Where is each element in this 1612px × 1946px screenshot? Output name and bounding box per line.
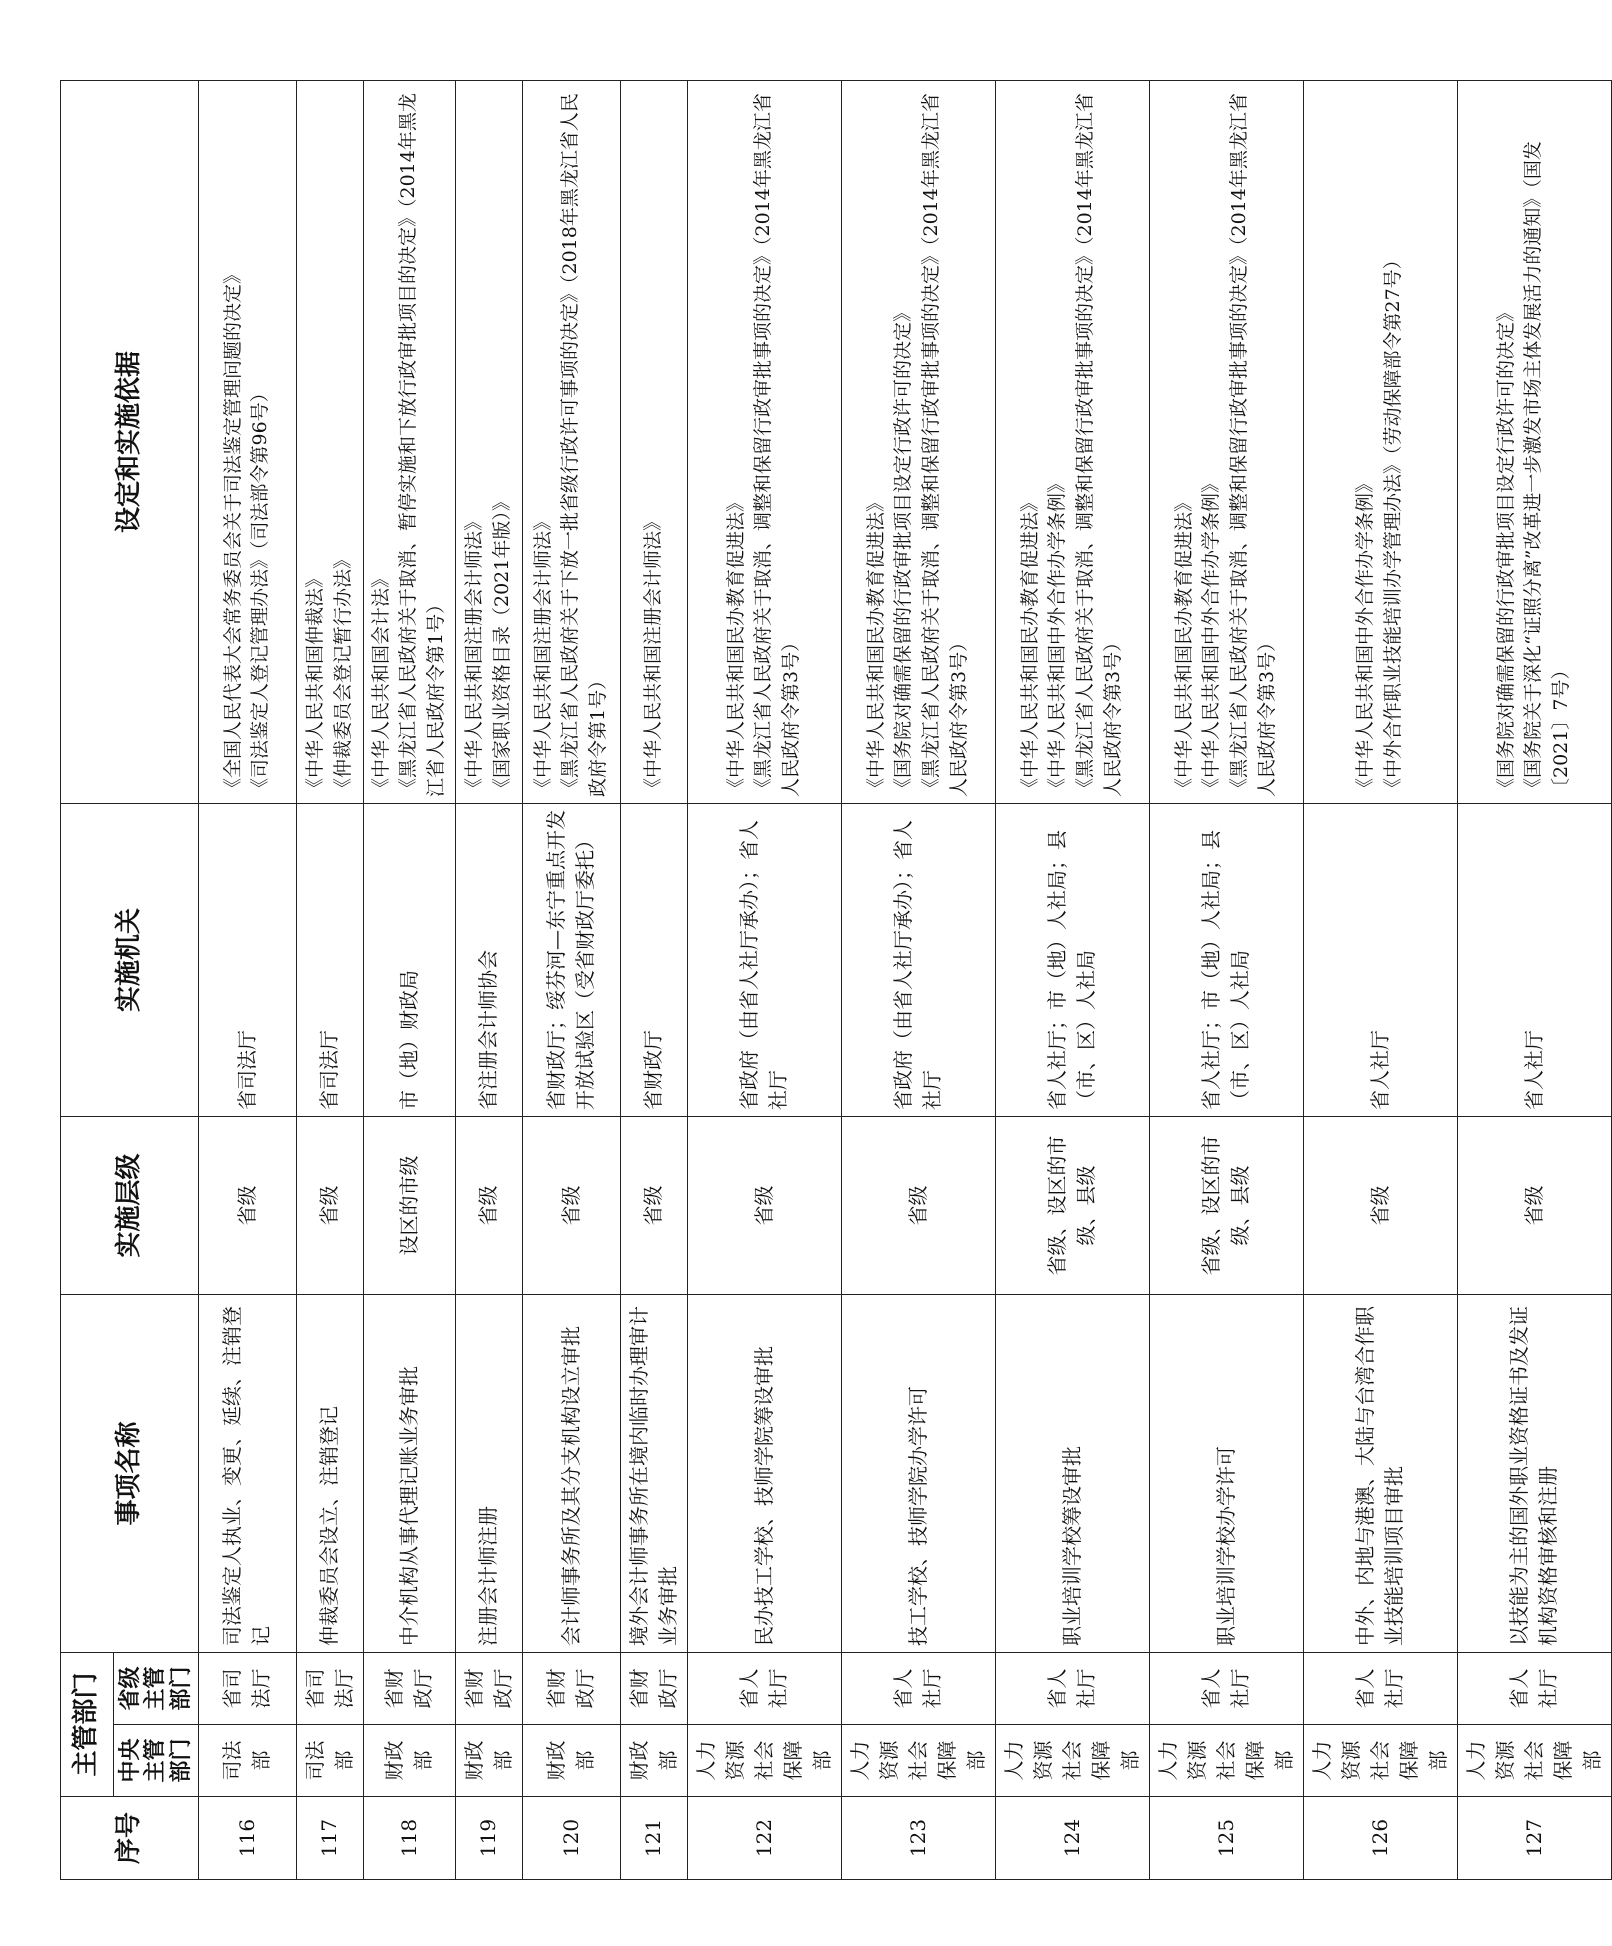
cell-level: 省级 bbox=[1457, 1117, 1611, 1295]
cell-level: 省级 bbox=[1303, 1117, 1457, 1295]
cell-central-dept: 财政部 bbox=[455, 1725, 522, 1797]
table-row bbox=[296, 81, 363, 1880]
basis-line: 《中华人民共和国注册会计师法》 bbox=[462, 511, 485, 797]
cell-central-dept: 人力资源社会保障部 bbox=[1149, 1725, 1303, 1797]
header-basis: 设定和实施依据 bbox=[61, 81, 199, 804]
cell-provincial-dept: 省人社厅 bbox=[1457, 1653, 1611, 1725]
cell-basis bbox=[198, 81, 296, 804]
basis-line: 《国务院对确需保留的行政审批项目设定行政许可的决定》 bbox=[892, 302, 915, 797]
cell-provincial-dept: 省人社厅 bbox=[995, 1653, 1149, 1725]
cell-central-dept: 人力资源社会保障部 bbox=[687, 1725, 841, 1797]
basis-line: 《黑龙江省人民政府关于取消、调整和保留行政审批事项的决定》（2014年黑龙江省人民政府令第3号） bbox=[752, 93, 802, 797]
basis-line: 《中华人民共和国注册会计师法》 bbox=[641, 511, 664, 797]
cell-central-dept: 人力资源社会保障部 bbox=[1457, 1725, 1611, 1797]
table-row bbox=[1303, 81, 1457, 1880]
cell-basis bbox=[995, 81, 1149, 804]
cell-provincial-dept: 省司法厅 bbox=[198, 1653, 296, 1725]
cell-central-dept: 司法部 bbox=[198, 1725, 296, 1797]
cell-basis bbox=[363, 81, 455, 804]
table-row bbox=[363, 81, 455, 1880]
table-row bbox=[687, 81, 841, 1880]
table-row bbox=[198, 81, 296, 1880]
cell-provincial-dept: 省财政厅 bbox=[455, 1653, 522, 1725]
header-provincial: 省级主管部门 bbox=[114, 1653, 199, 1725]
header-level: 实施层级 bbox=[61, 1117, 199, 1295]
cell-provincial-dept: 省人社厅 bbox=[1303, 1653, 1457, 1725]
basis-line: 《中华人民共和国会计法》 bbox=[369, 568, 392, 797]
cell-agency: 市（地）财政局 bbox=[363, 804, 455, 1117]
cell-agency: 省政府（由省人社厅承办）；省人社厅 bbox=[687, 804, 841, 1117]
cell-item-name: 中介机构从事代理记账业务审批 bbox=[363, 1295, 455, 1653]
cell-basis bbox=[296, 81, 363, 804]
basis-line: 《中华人民共和国中外合作办学条例》 bbox=[1354, 473, 1377, 797]
cell-agency: 省司法厅 bbox=[296, 804, 363, 1117]
table-row bbox=[455, 81, 522, 1880]
cell-seq: 116 bbox=[198, 1797, 296, 1880]
cell-seq: 126 bbox=[1303, 1797, 1457, 1880]
cell-central-dept: 财政部 bbox=[363, 1725, 455, 1797]
cell-central-dept: 财政部 bbox=[522, 1725, 620, 1797]
cell-item-name: 注册会计师注册 bbox=[455, 1295, 522, 1653]
cell-item-name: 职业培训学校筹设审批 bbox=[995, 1295, 1149, 1653]
table-body bbox=[198, 81, 1611, 1880]
table-row bbox=[995, 81, 1149, 1880]
cell-basis bbox=[455, 81, 522, 804]
cell-central-dept: 财政部 bbox=[620, 1725, 687, 1797]
cell-item-name: 会计师事务所及其分支机构设立审批 bbox=[522, 1295, 620, 1653]
basis-line: 《国务院关于深化“证照分离”改革进一步激发市场主体发展活力的通知》（国发〔2021〕7号） bbox=[1522, 141, 1572, 797]
cell-seq: 117 bbox=[296, 1797, 363, 1880]
header-agency: 实施机关 bbox=[61, 804, 199, 1117]
basis-line: 《司法鉴定人登记管理办法》（司法部令第96号） bbox=[249, 383, 272, 797]
cell-seq: 120 bbox=[522, 1797, 620, 1880]
cell-provincial-dept: 省人社厅 bbox=[687, 1653, 841, 1725]
cell-agency: 省人社厅 bbox=[1457, 804, 1611, 1117]
cell-basis bbox=[1457, 81, 1611, 804]
cell-item-name: 职业培训学校办学许可 bbox=[1149, 1295, 1303, 1653]
cell-item-name: 技工学校、技师学院办学许可 bbox=[841, 1295, 995, 1653]
cell-agency: 省财政厅 bbox=[620, 804, 687, 1117]
cell-level: 省级 bbox=[620, 1117, 687, 1295]
cell-agency: 省人社厅；市（地）人社局；县（市、区）人社局 bbox=[1149, 804, 1303, 1117]
cell-provincial-dept: 省司法厅 bbox=[296, 1653, 363, 1725]
cell-seq: 123 bbox=[841, 1797, 995, 1880]
header-dept-group: 主管部门 bbox=[61, 1653, 114, 1797]
header-seq: 序号 bbox=[61, 1797, 199, 1880]
cell-seq: 121 bbox=[620, 1797, 687, 1880]
cell-item-name: 民办技工学校、技师学院筹设审批 bbox=[687, 1295, 841, 1653]
cell-seq: 127 bbox=[1457, 1797, 1611, 1880]
header-row-1 bbox=[61, 81, 114, 1880]
cell-item-name: 中外、内地与港澳、大陆与台湾合作职业技能培训项目审批 bbox=[1303, 1295, 1457, 1653]
cell-central-dept: 人力资源社会保障部 bbox=[995, 1725, 1149, 1797]
basis-line: 《全国人民代表大会常务委员会关于司法鉴定管理问题的决定》 bbox=[221, 264, 244, 797]
cell-item-name: 仲裁委员会设立、注销登记 bbox=[296, 1295, 363, 1653]
table-row bbox=[522, 81, 620, 1880]
cell-central-dept: 人力资源社会保障部 bbox=[1303, 1725, 1457, 1797]
basis-line: 《中华人民共和国注册会计师法》 bbox=[531, 511, 554, 797]
basis-line: 《中华人民共和国仲裁法》 bbox=[304, 568, 327, 797]
cell-level: 省级 bbox=[522, 1117, 620, 1295]
cell-central-dept: 人力资源社会保障部 bbox=[841, 1725, 995, 1797]
cell-level: 省级、设区的市级、县级 bbox=[995, 1117, 1149, 1295]
basis-line: 《国务院对确需保留的行政审批项目设定行政许可的决定》 bbox=[1494, 302, 1517, 797]
basis-line: 《黑龙江省人民政府关于取消、调整和保留行政审批事项的决定》（2014年黑龙江省人民政府令第3号） bbox=[1228, 93, 1278, 797]
cell-provincial-dept: 省财政厅 bbox=[522, 1653, 620, 1725]
cell-provincial-dept: 省人社厅 bbox=[1149, 1653, 1303, 1725]
cell-level: 省级 bbox=[296, 1117, 363, 1295]
cell-agency: 省人社厅 bbox=[1303, 804, 1457, 1117]
cell-seq: 119 bbox=[455, 1797, 522, 1880]
basis-line: 《中华人民共和国民办教育促进法》 bbox=[864, 492, 887, 797]
basis-line: 《黑龙江省人民政府关于取消、暂停实施和下放行政审批项目的决定》（2014年黑龙江省人民政府令第1号） bbox=[397, 93, 447, 797]
table-row bbox=[620, 81, 687, 1880]
cell-basis bbox=[522, 81, 620, 804]
cell-seq: 122 bbox=[687, 1797, 841, 1880]
table-row bbox=[841, 81, 995, 1880]
cell-basis bbox=[620, 81, 687, 804]
cell-basis bbox=[1303, 81, 1457, 804]
cell-provincial-dept: 省财政厅 bbox=[363, 1653, 455, 1725]
cell-level: 省级 bbox=[687, 1117, 841, 1295]
header-item: 事项名称 bbox=[61, 1295, 199, 1653]
table-row bbox=[1149, 81, 1303, 1880]
cell-seq: 124 bbox=[995, 1797, 1149, 1880]
cell-level: 省级 bbox=[198, 1117, 296, 1295]
basis-line: 《黑龙江省人民政府关于下放一批省级行政许可事项的决定》（2018年黑龙江省人民政府令第1号） bbox=[559, 93, 609, 797]
rotated-page bbox=[60, 80, 1604, 1880]
basis-line: 《仲裁委员会登记暂行办法》 bbox=[331, 549, 354, 797]
cell-item-name: 司法鉴定人执业、变更、延续、注销登记 bbox=[198, 1295, 296, 1653]
cell-provincial-dept: 省财政厅 bbox=[620, 1653, 687, 1725]
cell-agency: 省注册会计师协会 bbox=[455, 804, 522, 1117]
cell-level: 设区的市级 bbox=[363, 1117, 455, 1295]
cell-seq: 125 bbox=[1149, 1797, 1303, 1880]
basis-line: 《国家职业资格目录（2021年版）》 bbox=[490, 492, 513, 797]
table-row bbox=[1457, 81, 1611, 1880]
cell-item-name: 以技能为主的国外职业资格证书及发证机构资格审核和注册 bbox=[1457, 1295, 1611, 1653]
cell-provincial-dept: 省人社厅 bbox=[841, 1653, 995, 1725]
cell-basis bbox=[841, 81, 995, 804]
basis-line: 《中华人民共和国民办教育促进法》 bbox=[724, 492, 747, 797]
cell-seq: 118 bbox=[363, 1797, 455, 1880]
cell-item-name: 境外会计师事务所在境内临时办理审计业务审批 bbox=[620, 1295, 687, 1653]
cell-central-dept: 司法部 bbox=[296, 1725, 363, 1797]
basis-line: 《黑龙江省人民政府关于取消、调整和保留行政审批事项的决定》（2014年黑龙江省人民政府令第3号） bbox=[1074, 93, 1124, 797]
cell-basis bbox=[687, 81, 841, 804]
cell-level: 省级、设区的市级、县级 bbox=[1149, 1117, 1303, 1295]
cell-agency: 省财政厅；绥芬河—东宁重点开发开放试验区（受省财政厅委托） bbox=[522, 804, 620, 1117]
basis-line: 《中华人民共和国中外合作办学条例》 bbox=[1200, 473, 1223, 797]
cell-level: 省级 bbox=[841, 1117, 995, 1295]
basis-line: 《中外合作职业技能培训办学管理办法》（劳动保障部令第27号） bbox=[1382, 250, 1405, 797]
header-central: 中央主管部门 bbox=[114, 1725, 199, 1797]
cell-agency: 省政府（由省人社厅承办）；省人社厅 bbox=[841, 804, 995, 1117]
basis-line: 《中华人民共和国民办教育促进法》 bbox=[1018, 492, 1041, 797]
cell-basis bbox=[1149, 81, 1303, 804]
cell-level: 省级 bbox=[455, 1117, 522, 1295]
basis-line: 《中华人民共和国中外合作办学条例》 bbox=[1046, 473, 1069, 797]
basis-line: 《中华人民共和国民办教育促进法》 bbox=[1172, 492, 1195, 797]
cell-agency: 省人社厅；市（地）人社局；县（市、区）人社局 bbox=[995, 804, 1149, 1117]
basis-line: 《黑龙江省人民政府关于取消、调整和保留行政审批事项的决定》（2014年黑龙江省人民政府令第3号） bbox=[920, 93, 970, 797]
cell-agency: 省司法厅 bbox=[198, 804, 296, 1117]
approval-items-table bbox=[60, 80, 1612, 1880]
